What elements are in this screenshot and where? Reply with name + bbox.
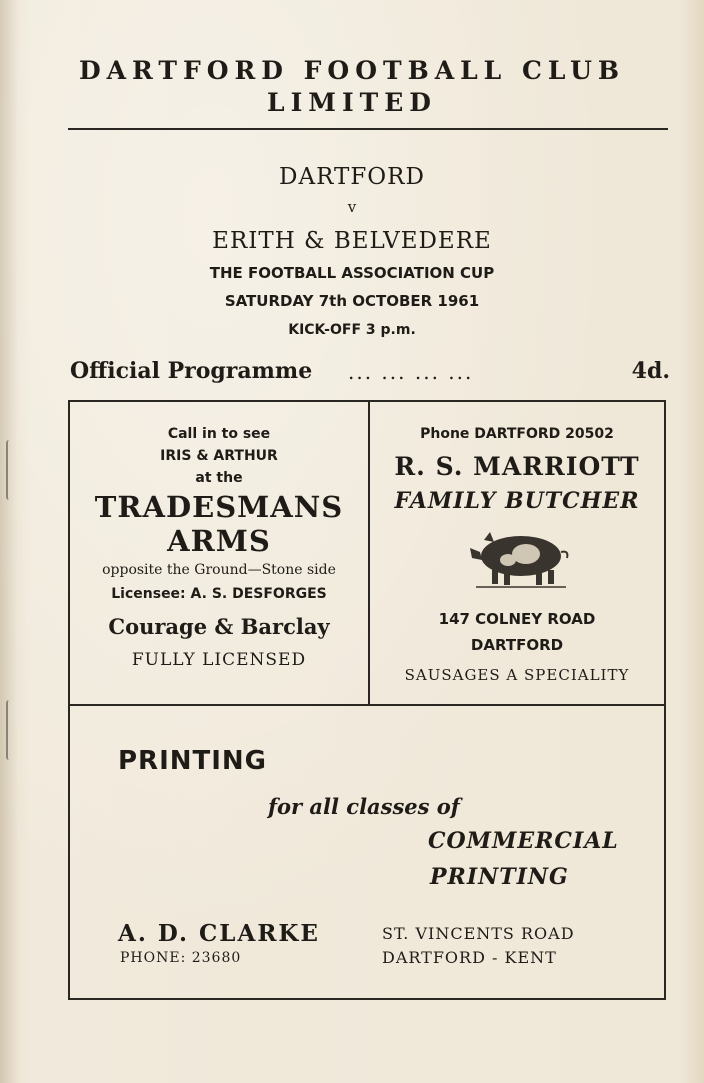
home-team: DARTFORD bbox=[279, 164, 425, 190]
butcher-address: 147 COLNEY ROAD bbox=[438, 610, 596, 628]
ad-line: at the bbox=[195, 470, 243, 486]
pub-licence: FULLY LICENSED bbox=[131, 650, 307, 670]
club-name: DARTFORD FOOTBALL CLUB bbox=[78, 56, 626, 85]
pub-name: ARMS bbox=[167, 524, 271, 558]
ad-printing bbox=[70, 706, 664, 998]
pub-brewery: Courage & Barclay bbox=[108, 614, 330, 639]
advertisements-box bbox=[68, 400, 666, 1000]
leader-dots: ... ... ... ... bbox=[348, 360, 474, 384]
club-suffix: LIMITED bbox=[267, 88, 437, 117]
printer-town: DARTFORD - KENT bbox=[382, 948, 557, 967]
printer-phone: PHONE: 23680 bbox=[120, 950, 242, 966]
butcher-trade: FAMILY BUTCHER bbox=[394, 488, 640, 514]
ad-tradesmans-arms bbox=[70, 402, 368, 704]
butcher-town: DARTFORD bbox=[470, 636, 564, 654]
programme-title: Official Programme bbox=[70, 358, 313, 384]
butcher-name: R. S. MARRIOTT bbox=[394, 452, 640, 481]
pub-name: TRADESMANS bbox=[94, 490, 344, 524]
printing-type: PRINTING bbox=[430, 864, 569, 890]
page-fold-shadow bbox=[0, 0, 18, 1083]
match-date: SATURDAY 7th OCTOBER 1961 bbox=[224, 292, 480, 310]
away-team: ERITH & BELVEDERE bbox=[212, 228, 492, 254]
butcher-slogan: SAUSAGES A SPECIALITY bbox=[404, 666, 630, 684]
ad-butcher bbox=[370, 402, 664, 704]
competition: THE FOOTBALL ASSOCIATION CUP bbox=[209, 264, 495, 282]
printer-address: ST. VINCENTS ROAD bbox=[382, 924, 575, 943]
ad-line: Call in to see bbox=[167, 426, 271, 442]
versus-label: v bbox=[347, 198, 357, 216]
header-divider bbox=[68, 128, 668, 130]
staple-mark bbox=[6, 440, 14, 500]
ad-hosts: IRIS & ARTHUR bbox=[160, 448, 278, 464]
printer-company: A. D. CLARKE bbox=[118, 920, 320, 947]
pig-icon bbox=[466, 524, 576, 594]
programme-line bbox=[70, 358, 670, 388]
programme-price: 4d. bbox=[631, 358, 670, 384]
kickoff-time: KICK-OFF 3 p.m. bbox=[288, 322, 416, 338]
printing-type: COMMERCIAL bbox=[428, 828, 619, 854]
pub-licensee: Licensee: A. S. DESFORGES bbox=[111, 586, 327, 602]
butcher-phone: Phone DARTFORD 20502 bbox=[420, 426, 614, 442]
pub-location: opposite the Ground—Stone side bbox=[102, 562, 336, 578]
printing-tagline: for all classes of bbox=[268, 794, 460, 819]
printing-title: PRINTING bbox=[118, 746, 268, 776]
staple-mark bbox=[6, 700, 14, 760]
